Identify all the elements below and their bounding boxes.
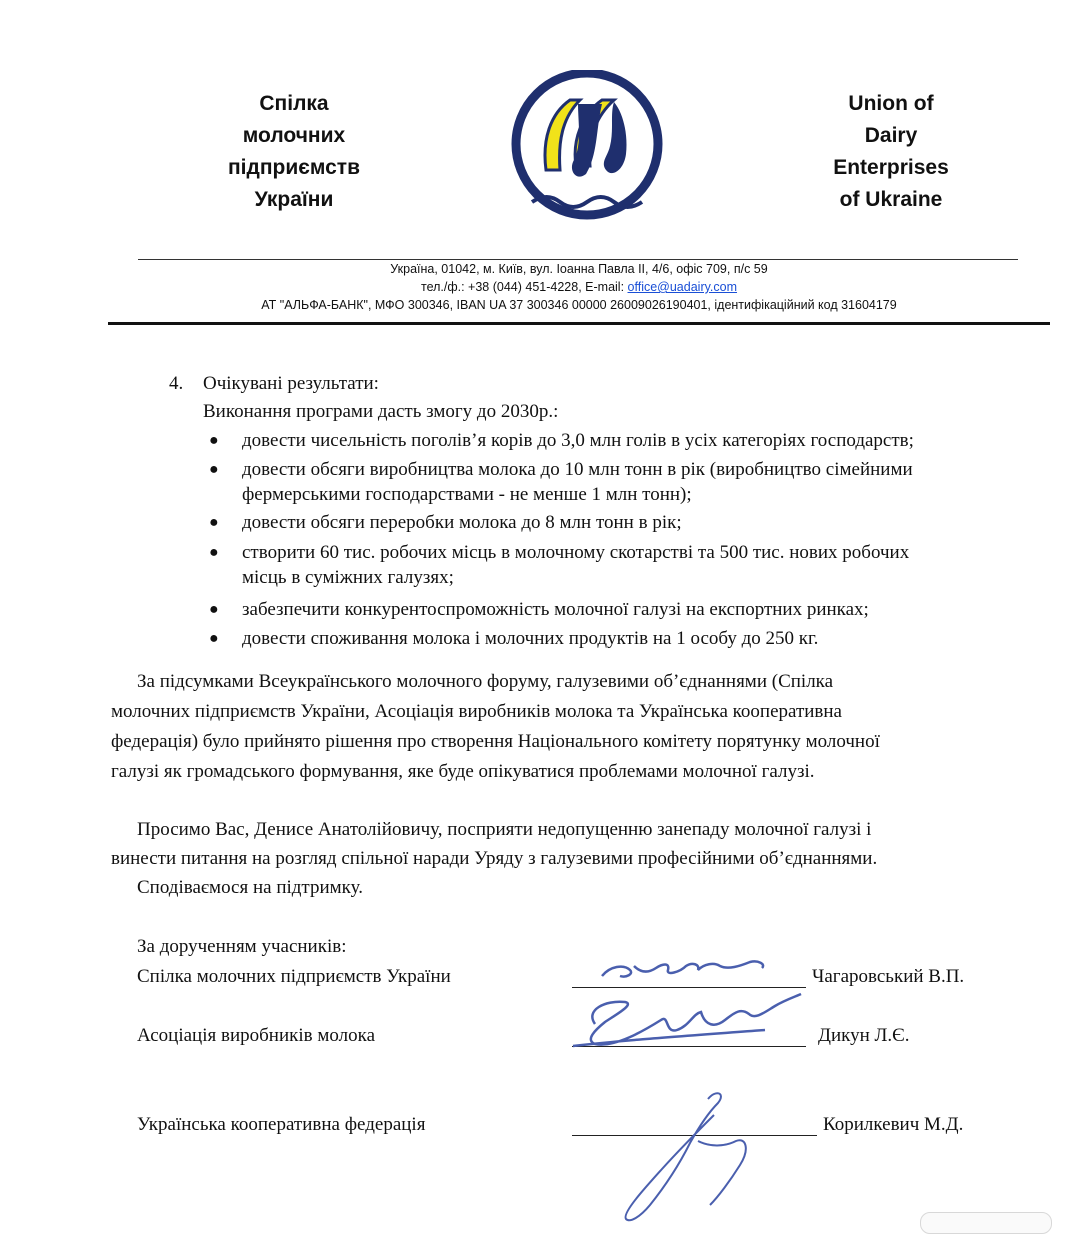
signatory-name: Дикун Л.Є. [818,1025,910,1046]
paragraph-line: молочних підприємств України, Асоціація виробників молока та Українська кооперативна [111,701,842,722]
org-name-line: молочних [242,124,346,147]
org-name-line: of Ukraine [839,188,943,211]
signatory-name: Чагаровський В.П. [812,966,965,987]
closing-line: Сподіваємося на підтримку. [137,877,363,898]
org-name-line: України [254,188,334,211]
bullet-marker: ● [209,544,219,561]
paragraph-line: федерація) було прийнято рішення про створення Національного комітету порятунку молочної [111,731,880,752]
signatory-name: Корилкевич М.Д. [823,1114,964,1135]
contact-address: Україна, 01042, м. Київ, вул. Іоанна Павла ІІ, 4/6, офіс 709, п/с 59 [390,262,768,276]
bullet-marker: ● [209,630,219,647]
paragraph-line: Просимо Вас, Денисе Анатолійовичу, посприяти недопущенню занепаду молочної галузі і [137,819,872,840]
paragraph-line: винести питання на розгляд спільної наради Уряду з галузевими професійними об’єднаннями. [111,848,878,869]
org-name-line: Dairy [864,124,918,147]
signature-scribble-2 [565,990,805,1060]
email-link[interactable]: office@uadairy.com [627,280,738,294]
signature-scribble-1 [590,952,780,992]
contact-phone: тел./ф.: +38 (044) 451-4228, E-mail: [420,280,628,294]
section-intro: Виконання програми дасть змогу до 2030р.: [203,401,559,422]
org-name-line: Спілка [259,92,329,115]
section-title: Очікувані результати: [203,373,379,394]
org-name-english [781,88,1001,216]
list-item: забезпечити конкурентоспроможність молочної галузі на експортних ринках; [242,599,869,620]
list-item: довести споживання молока і молочних продуктів на 1 особу до 250 кг. [242,628,819,649]
bullet-marker: ● [209,432,219,449]
org-name-line: Union of [848,92,934,115]
section-number: 4. [169,373,184,394]
scroll-handle[interactable] [920,1212,1052,1234]
signatory-org: Асоціація виробників молока [137,1025,376,1046]
org-name-ukrainian [184,88,404,216]
signatory-org: Спілка молочних підприємств України [137,966,451,987]
signatory-org: Українська кооперативна федерація [137,1114,426,1135]
list-item-continuation: місць в суміжних галузях; [242,567,454,588]
bullet-marker: ● [209,461,219,478]
signature-scribble-3 [600,1085,790,1225]
list-item-continuation: фермерськими господарствами - не менше 1 млн тонн); [242,484,692,505]
contact-bank: АТ "АЛЬФА-БАНК", МФО 300346, IBAN UA 37 300346 00000 26009026190401, ідентифікаційний код 31604179 [261,298,897,312]
paragraph-line: За підсумками Всеукраїнського молочного форуму, галузевими об’єднаннями (Спілка [137,671,834,692]
list-item: довести обсяги виробництва молока до 10 млн тонн в рік (виробництво сімейними [242,459,913,480]
header-divider-thin [138,259,1018,260]
bullet-marker: ● [209,514,219,531]
signatures-intro: За дорученням учасників: [137,936,347,957]
union-logo [502,70,672,222]
list-item: створити 60 тис. робочих місць в молочному скотарстві та 500 тис. нових робочих [242,542,910,563]
list-item: довести обсяги переробки молока до 8 млн тонн в рік; [242,512,682,533]
org-name-line: Enterprises [833,156,949,179]
paragraph-line: галузі як громадського формування, яке буде опікуватися проблемами молочної галузі. [111,761,815,782]
org-name-line: підприємств [228,156,360,179]
header-divider-thick [108,322,1050,325]
bullet-marker: ● [209,601,219,618]
list-item: довести чисельність поголів’я корів до 3,0 млн голів в усіх категоріях господарств; [242,430,914,451]
contact-phone-email [108,280,1050,294]
